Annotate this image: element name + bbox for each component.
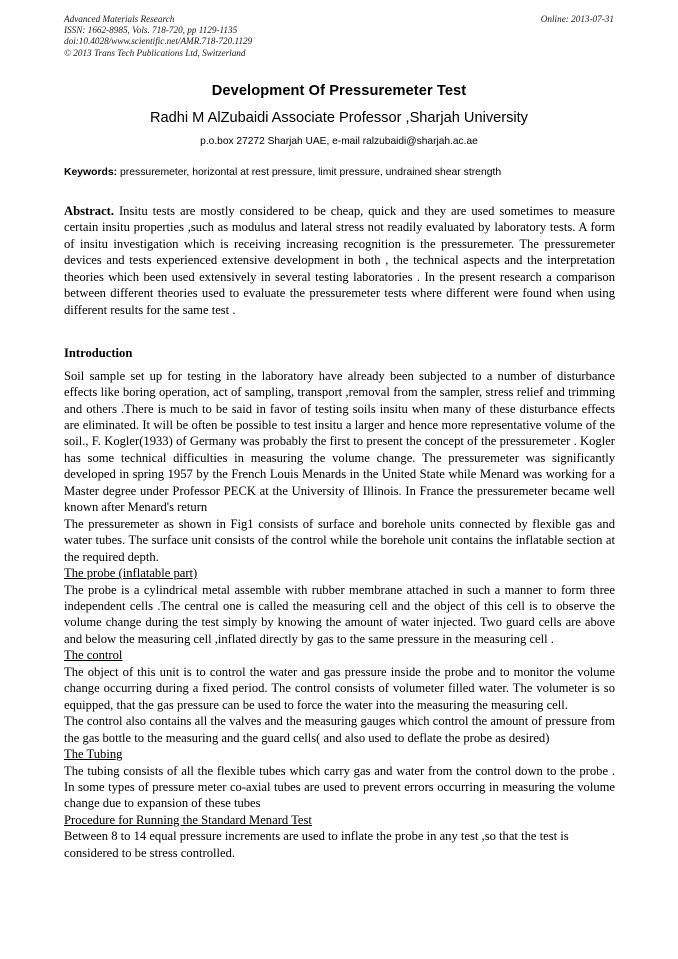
- online-publication-date: Online: 2013-07-31: [540, 14, 614, 24]
- subsection-heading-probe: The probe (inflatable part): [64, 566, 198, 581]
- doi-line: doi:10.4028/www.scientific.net/AMR.718-720.1129: [64, 36, 253, 47]
- control-paragraph-2: The control also contains all the valves and the measuring gauges which control the amount of pressure from the gas bottle to the measuring and the guard cells( and also used to deflate the probe as desired): [64, 714, 615, 745]
- abstract-text: Insitu tests are mostly considered to be cheap, quick and they are used sometimes to measure certain insitu properties ,such as modulus and lateral stress not readily evaluated by laboratory tests. A form of insitu investigation which is receiving increasing recognition is the pressuremeter. The pressuremeter devices and tests experienced extensive development in both , the technical aspects and the interpretation theories which been used extensively in several testing laboratories . In the present research a comparison between different theories used to evaluate the pressuremeter tests where different were found when using different results for the same test .: [64, 204, 615, 317]
- abstract-paragraph: [64, 203, 615, 318]
- control-paragraph-1: The object of this unit is to control the water and gas pressure inside the probe and to monitor the volume change occurring during a fixed period. The control consists of volumeter filled water. The volumeter is so equipped, that the gas pressure can be used to force the water into the measuring the measuring cell.: [64, 664, 615, 712]
- spacer: [64, 318, 615, 345]
- abstract-label: Abstract.: [64, 204, 115, 218]
- probe-paragraph-1: The probe is a cylindrical metal assemble with rubber membrane attached in such a manner to form three independent cells .The central one is called the measuring cell and the object of this cell is to observe the volume change during the test simply by knowing the amount of water injected. Two guard cells are above and below the measuring cell ,inflated directly by gas to the same pressure in the measuring cell .: [64, 582, 615, 646]
- section-heading-introduction: Introduction: [64, 346, 133, 361]
- subsection-heading-tubing: The Tubing: [64, 747, 123, 762]
- subsection-heading-procedure: Procedure for Running the Standard Menard Test: [64, 812, 312, 827]
- intro-paragraph-1: Soil sample set up for testing in the laboratory have already been subjected to a number of disturbance effects like boring operation, act of sampling, transport ,removal from the sampler, stress relief and trimming and others .There is much to be said in favor of testing soils insitu when many of these disturbance effects are eliminated. It will be often be possible to test insitu a larger and hence more representative volume of the soil., F. Kogler(1933) of Germany was probably the first to present the concept of the pressuremeter . Kogler has some technical difficulties in measuring the volume change. The pressuremeter was significantly developed in spring 1957 by the French Louis Menards in the United State while Menard was working for a Master degree under Professor PECK at the University of Illinois. In France the pressuremeter became well known after Menard's return: [64, 368, 615, 515]
- subsection-heading-control: The control: [64, 648, 123, 663]
- title-block: [64, 82, 614, 149]
- copyright-line: © 2013 Trans Tech Publications Ltd, Switzerland: [64, 47, 246, 58]
- keywords-text: pressuremeter, horizontal at rest pressure, limit pressure, undrained shear strength: [117, 167, 502, 178]
- author-contact-line: p.o.box 27272 Sharjah UAE, e-mail ralzubaidi@sharjah.ac.ae: [200, 136, 478, 147]
- keywords-line: [64, 166, 616, 180]
- issn-volume-pages: ISSN: 1662-8985, Vols. 718-720, pp 1129-1135: [64, 25, 238, 36]
- journal-masthead: [64, 14, 614, 59]
- page-title: Development Of Pressuremeter Test: [211, 83, 467, 99]
- keywords-label: Keywords:: [64, 167, 118, 178]
- intro-paragraph-2: The pressuremeter as shown in Fig1 consists of surface and borehole units connected by flexible gas and water tubes. The surface unit consists of the control while the borehole unit contains the inflatable section at the required depth.: [64, 516, 615, 564]
- document-body: [64, 203, 615, 861]
- procedure-paragraph-1: Between 8 to 14 equal pressure increments are used to inflate the probe in any test ,so that the test is considered to be stress controlled.: [64, 829, 569, 860]
- tubing-paragraph-1: The tubing consists of all the flexible tubes which carry gas and water from the control down to the probe . In some types of pressure meter co-axial tubes are used to prevent errors occurring in measuring the volume change due to expansion of these tubes: [64, 763, 615, 811]
- author-line: Radhi M AlZubaidi Associate Professor ,Sharjah University: [150, 110, 528, 126]
- journal-name: Advanced Materials Research: [64, 14, 175, 24]
- masthead-publication-info: [64, 14, 252, 59]
